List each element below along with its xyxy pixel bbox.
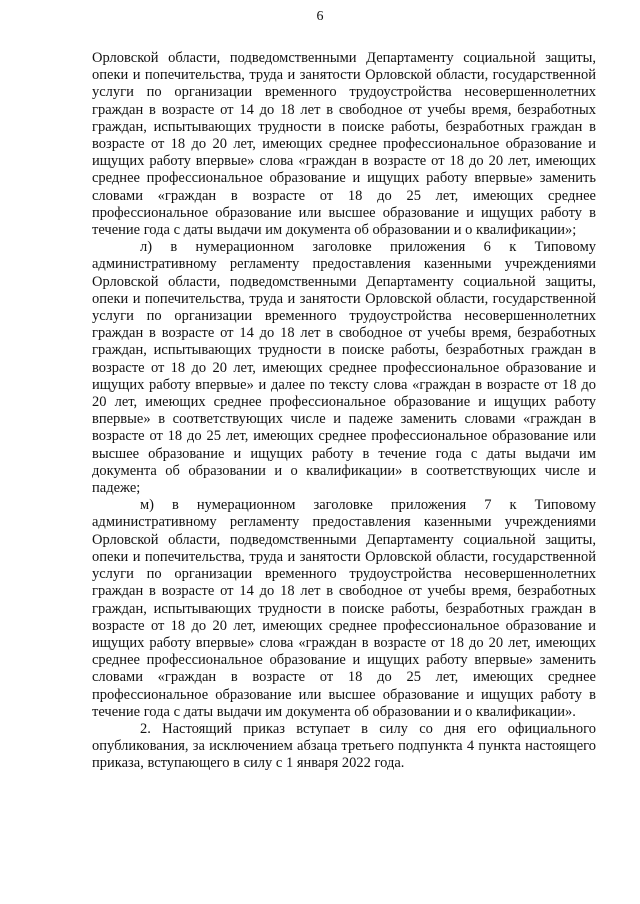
paragraph-continuation: Орловской области, подведомственными Департаменту социальной защиты, опеки и попечительства, труда и занятости Орловской области, государственной услуги по организации временного трудоустройства несовершеннолетних граждан в возрасте от 14 до 18 лет в свободное от учебы время, безработных граждан, испытывающих трудности в поиске работы, безработных граждан в возрасте от 18 до 20 лет, имеющих среднее профессиональное образование и ищущих работу впервые» слова «граждан в возрасте от 18 до 20 лет, имеющих среднее профессиональное образование и ищущих работу впервые» заменить словами «граждан в возрасте от 18 до 25 лет, имеющих среднее профессиональное образование или высшее образование и ищущих работу в течение года с даты выдачи им документа об образовании и о квалификации»; [92,50,596,239]
page-number: 6 [316,9,324,24]
document-body [92,50,596,773]
paragraph-item-m: м) в нумерационном заголовке приложения 7 к Типовому административному регламенту предоставления казенными учреждениями Орловской области, подведомственными Департаменту социальной защиты, опеки и попечительства, труда и занятости Орловской области, государственной услуги по организации временного трудоустройства несовершеннолетних граждан в возрасте от 14 до 18 лет в свободное от учебы время, безработных граждан, испытывающих трудности в поиске работы, безработных граждан в возрасте от 18 до 20 лет, имеющих среднее профессиональное образование и ищущих работу впервые» слова «граждан в возрасте от 18 до 20 лет, имеющих среднее профессиональное образование и ищущих работу впервые» заменить словами «граждан в возрасте от 18 до 25 лет, имеющих среднее профессиональное образование или высшее образование и ищущих работу в течение года с даты выдачи им документа об образовании и о квалификации». [92,497,596,720]
paragraph-clause-2: 2. Настоящий приказ вступает в силу со дня его официального опубликования, за исключением абзаца третьего подпункта 4 пункта настоящего приказа, вступающего в силу с 1 января 2022 года. [92,720,596,772]
paragraph-item-l: л) в нумерационном заголовке приложения 6 к Типовому административному регламенту предоставления казенными учреждениями Орловской области, подведомственными Департаменту социальной защиты, опеки и попечительства, труда и занятости Орловской области, государственной услуги по организации временного трудоустройства несовершеннолетних граждан в возрасте от 14 до 18 лет в свободное от учебы время, безработных граждан, испытывающих трудности в поиске работы, безработных граждан в возрасте от 18 до 20 лет, имеющих среднее профессиональное образование и ищущих работу впервые» и далее по тексту слова «граждан в возрасте от 18 до 20 лет, имеющих среднее профессиональное образование и ищущих работу впервые» в соответствующих числе и падеже заменить словами «граждан в возрасте от 18 до 25 лет, имеющих среднее профессиональное образование или высшее образование и ищущих работу в течение года с даты выдачи им документа об образовании и о квалификации» в соответствующих числе и падеже; [92,239,596,497]
